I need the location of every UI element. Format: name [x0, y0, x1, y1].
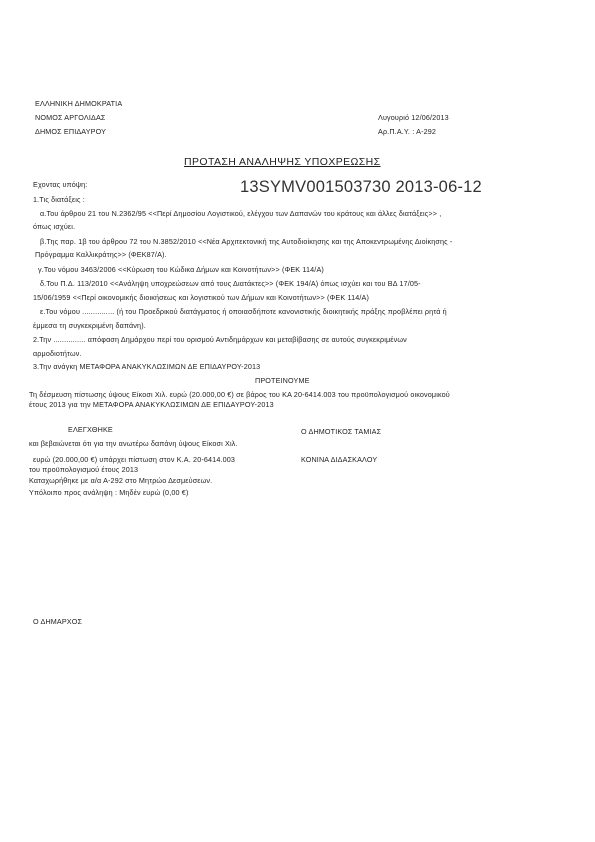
verification-line2: ευρώ (20.000,00 €) υπάρχει πίστωση στον Κ.Α. 20-6414.003	[33, 455, 236, 464]
proposal-line1: Τη δέσμευση πίστωσης ύψους Είκοσι Χιλ. ευρώ (20.000,00 €) σε βάρος του ΚΑ 20-6414.003 του προϋπολογισμού οικονομικού	[29, 390, 450, 399]
mayor-heading: Ο ΔΗΜΑΡΧΟΣ	[33, 617, 83, 626]
paragraph-1d-line1: δ.Του Π.Δ. 113/2010 <<Ανάληψη υποχρεώσεων από τους Διατάκτες>> (ΦΕΚ 194/Α) όπως ισχύει και του ΒΔ 17/05-	[40, 279, 421, 288]
verification-line4: Καταχωρήθηκε με α/α Α-292 στο Μητρώο Δεσμεύσεων.	[29, 476, 213, 485]
paragraph-1a-line1: α.Του άρθρου 21 του Ν.2362/95 <<Περί Δημοσίου Λογιστικού, ελέγχου των Δαπανών του κράτους και άλλες διατάξεις>> ,	[40, 209, 442, 218]
proposal-line2: έτους 2013 για την ΜΕΤΑΦΟΡΑ ΑΝΑΚΥΚΛΩΣΙΜΩΝ ΔΕ ΕΠΙΔΑΥΡΟΥ-2013	[29, 400, 274, 409]
paragraph-2-line1: 2.Την ............... απόφαση Δημάρχου περί του ορισμού Αντιδημάρχων και μεταβίβασης σε αυτούς συγκεκριμένων	[33, 335, 407, 344]
verification-line1: και βεβαιώνεται ότι για την ανωτέρω δαπάνη ύψους Είκοσι Χιλ.	[29, 439, 238, 448]
paragraph-1a-line2: όπως ισχύει.	[33, 222, 76, 231]
paragraph-1e-line2: έμμεσα τη συγκεκριμένη δαπάνη).	[33, 321, 146, 330]
paragraph-1c-line1: γ.Του νόμου 3463/2006 <<Κύρωση του Κώδικα Δήμων και Κοινοτήτων>> (ΦΕΚ 114/Α)	[38, 265, 324, 274]
org-municipality: ΔΗΜΟΣ ΕΠΙΔΑΥΡΟΥ	[35, 127, 107, 136]
ada-stamp: 13SYMV001503730 2013-06-12	[240, 178, 482, 196]
paragraph-1d-line2: 15/06/1959 <<Περί οικονομικής διοικήσεως και λογιστικού των Δήμων και Κοινοτήτων>> (ΦΕΚ 114/Α)	[33, 293, 370, 302]
verification-heading: ΕΛΕΓΧΘΗΚΕ	[68, 425, 113, 434]
verification-line3: του προϋπολογισμού έτους 2013	[29, 465, 139, 474]
protocol-number: Αρ.Π.Α.Υ. : Α-292	[378, 127, 437, 136]
paragraph-1b-line2: Πρόγραμμα Καλλικράτης>> (ΦΕΚ87/Α).	[35, 250, 167, 259]
document-title: ΠΡΟΤΑΣΗ ΑΝΑΛΗΨΗΣ ΥΠΟΧΡΕΩΣΗΣ	[184, 156, 381, 168]
proposal-heading: ΠΡΟΤΕΙΝΟΥΜΕ	[255, 376, 310, 385]
treasurer-heading: Ο ΔΗΜΟΤΙΚΟΣ ΤΑΜΙΑΣ	[301, 427, 382, 436]
paragraph-1-heading: 1.Τις διατάξεις :	[33, 195, 85, 204]
paragraph-2-line2: αρμοδιοτήτων.	[33, 349, 82, 358]
paragraph-1e-line1: ε.Του νόμου ............... (ή του Προεδρικού διατάγματος ή οποιασδήποτε κανονιστικής διοικητικής πράξης προβλέπει ρητά ή	[40, 307, 447, 316]
paragraph-1b-line1: β.Της παρ. 1β του άρθρου 72 του Ν.3852/2010 <<Νέα Αρχιτεκτονική της Αυτοδιοίκησης και της Αποκεντρωμένης Διοίκησης -	[40, 237, 453, 246]
paragraph-3-line1: 3.Την ανάγκη ΜΕΤΑΦΟΡΑ ΑΝΑΚΥΚΛΩΣΙΜΩΝ ΔΕ ΕΠΙΔΑΥΡΟΥ-2013	[33, 362, 261, 371]
treasurer-name: ΚΟΝΙΝΑ ΔΙΔΑΣΚΑΛΟΥ	[301, 455, 378, 464]
org-country: ΕΛΛΗΝΙΚΗ ΔΗΜΟΚΡΑΤΙΑ	[35, 99, 123, 108]
org-prefecture: ΝΟΜΟΣ ΑΡΓΟΛΙΔΑΣ	[35, 113, 106, 122]
intro-text: Εχοντας υπόψη:	[33, 180, 88, 189]
verification-line5: Υπόλοιπο προς ανάληψη : Μηδέν ευρώ (0,00 €)	[29, 488, 189, 497]
document-date: Λυγουριό 12/06/2013	[378, 113, 449, 122]
